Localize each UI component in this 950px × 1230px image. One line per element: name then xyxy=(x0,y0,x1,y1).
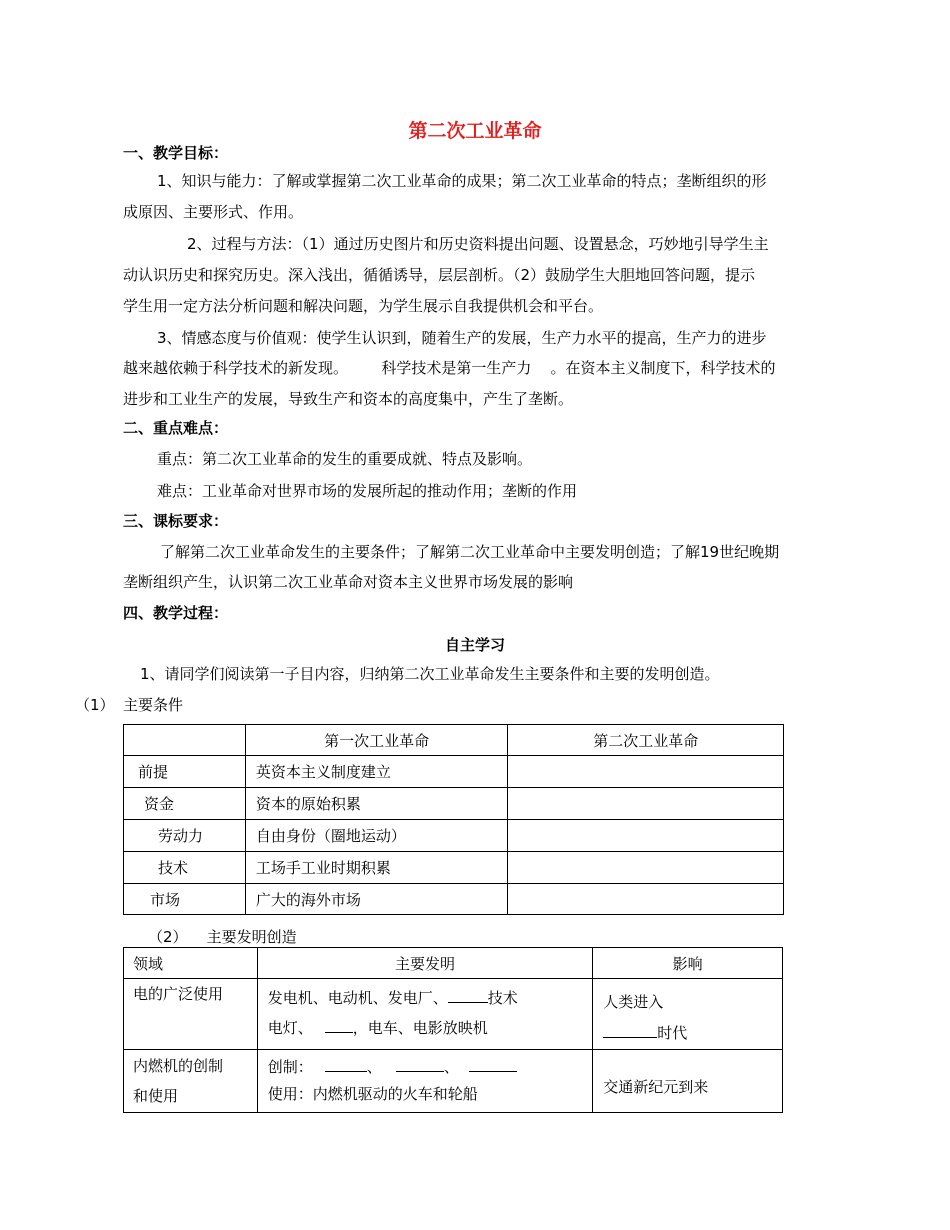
table-header-cell: 主要发明 xyxy=(257,948,592,979)
first-revolution-cell: 英资本主义制度建立 xyxy=(245,756,508,788)
first-revolution-cell: 工场手工业时期积累 xyxy=(245,852,508,884)
paragraph-process-line1: 2、过程与方法：（1）通过历史图片和历史资料提出问题、设置悬念，巧妙地引导学生主 xyxy=(187,235,769,253)
item-1-label: 主要条件 xyxy=(123,696,184,714)
second-revolution-cell[interactable] xyxy=(508,852,784,884)
table-row xyxy=(124,788,784,820)
field-cell xyxy=(124,1050,258,1113)
second-revolution-cell[interactable] xyxy=(508,788,784,820)
table-header-row xyxy=(124,725,784,756)
paragraph-attitude-line1: 3、情感态度与价值观：使学生认识到，随着生产的发展，生产力水平的提高，生产力的进步 xyxy=(157,329,767,347)
impact-text: 时代 xyxy=(657,1024,688,1042)
standards-line2: 垄断组织产生，认识第二次工业革命对资本主义世界市场发展的影响 xyxy=(123,573,574,591)
table-header-cell: 第二次工业革命 xyxy=(508,725,784,756)
paragraph-process-line3: 学生用一定方法分析问题和解决问题，为学生展示自我提供机会和平台。 xyxy=(123,297,604,315)
table-row-electricity xyxy=(124,979,783,1050)
separator: 、 xyxy=(443,1058,459,1076)
row-label: 市场 xyxy=(124,884,246,915)
standards-line1: 了解第二次工业革命发生的主要条件；了解第二次工业革命中主要发明创造；了解19世纪晚期 xyxy=(160,543,780,561)
blank-field[interactable] xyxy=(325,1031,353,1033)
table-row xyxy=(124,756,784,788)
section-heading-objectives: 一、教学目标： xyxy=(123,144,229,162)
inventions-line-1 xyxy=(268,1054,592,1081)
table-row-engine xyxy=(124,1050,783,1113)
section-heading-process: 四、教学过程： xyxy=(123,604,229,622)
table-row xyxy=(124,820,784,852)
inventions-line-2 xyxy=(268,1013,592,1043)
inventions-text: ，电车、电影放映机 xyxy=(352,1019,488,1037)
second-revolution-cell[interactable] xyxy=(508,820,784,852)
field-line-1: 内燃机的创制 xyxy=(133,1057,224,1075)
impact-line-1: 人类进入 xyxy=(603,993,664,1011)
inventions-line-1 xyxy=(268,983,592,1013)
blank-field[interactable] xyxy=(469,1070,517,1072)
first-revolution-cell: 资本的原始积累 xyxy=(245,788,508,820)
blank-field[interactable] xyxy=(325,1070,367,1072)
paragraph-attitude-line2: 越来越依赖于科学技术的新发现。 科学技术是第一生产力 。在资本主义制度下，科学技术的 xyxy=(123,359,776,377)
blank-field[interactable] xyxy=(396,1070,444,1072)
field-cell: 电的广泛使用 xyxy=(124,979,258,1050)
subheading-self-study: 自主学习 xyxy=(444,636,505,654)
question-1: 1、请同学们阅读第一子目内容，归纳第二次工业革命发生主要条件和主要的发明创造。 xyxy=(140,665,720,683)
table-header-cell: 领域 xyxy=(124,948,258,979)
table-row xyxy=(124,852,784,884)
conditions-table xyxy=(123,724,784,915)
paragraph-knowledge-line2: 成原因、主要形式、作用。 xyxy=(123,203,304,221)
inventions-text: 发电机、电动机、发电厂、 xyxy=(267,989,448,1007)
inventions-line-2: 使用：内燃机驱动的火车和轮船 xyxy=(267,1085,478,1103)
row-label: 前提 xyxy=(124,756,246,788)
row-label: 劳动力 xyxy=(124,820,246,852)
section-heading-keypoints: 二、重点难点： xyxy=(123,419,229,437)
paragraph-knowledge-line1: 1、知识与能力：了解或掌握第二次工业革命的成果；第二次工业革命的特点；垄断组织的形 xyxy=(157,172,767,190)
inventions-text: 技术 xyxy=(487,989,518,1007)
item-1-number: （1） xyxy=(75,696,115,714)
second-revolution-cell[interactable] xyxy=(508,884,784,915)
section-heading-standards: 三、课标要求： xyxy=(123,512,229,530)
first-revolution-cell: 自由身份（圈地运动） xyxy=(245,820,508,852)
blank-field[interactable] xyxy=(448,1001,488,1003)
key-point-text: 重点：第二次工业革命的发生的重要成就、特点及影响。 xyxy=(157,450,533,468)
inventions-table xyxy=(123,947,783,1113)
page-title: 第二次工业革命 xyxy=(408,120,542,142)
table-row xyxy=(124,884,784,915)
first-revolution-cell: 广大的海外市场 xyxy=(245,884,508,915)
inventions-cell xyxy=(257,979,592,1050)
blank-field[interactable] xyxy=(603,1036,657,1038)
row-label: 技术 xyxy=(124,852,246,884)
table-header-cell xyxy=(124,725,246,756)
table-header-row xyxy=(124,948,783,979)
difficult-point-text: 难点：工业革命对世界市场的发展所起的推动作用；垄断的作用 xyxy=(157,482,578,500)
paragraph-process-line2: 动认识历史和探究历史。深入浅出，循循诱导，层层剖析。（2）鼓励学生大胆地回答问题，提示 xyxy=(123,266,756,284)
field-line-2: 和使用 xyxy=(133,1087,179,1105)
paragraph-attitude-line3: 进步和工业生产的发展，导致生产和资本的高度集中，产生了垄断。 xyxy=(123,390,574,408)
table-header-cell: 影响 xyxy=(593,948,783,979)
impact-cell xyxy=(593,979,783,1050)
item-2-label: （2） 主要发明创造 xyxy=(148,928,297,946)
inventions-text: 电灯、 xyxy=(267,1019,313,1037)
row-label: 资金 xyxy=(124,788,246,820)
table-header-cell: 第一次工业革命 xyxy=(245,725,508,756)
separator: 、 xyxy=(366,1058,382,1076)
inventions-text: 创制： xyxy=(267,1058,313,1076)
impact-cell: 交通新纪元到来 xyxy=(593,1050,783,1113)
inventions-cell xyxy=(257,1050,592,1113)
impact-line-2 xyxy=(603,1018,782,1049)
second-revolution-cell[interactable] xyxy=(508,756,784,788)
